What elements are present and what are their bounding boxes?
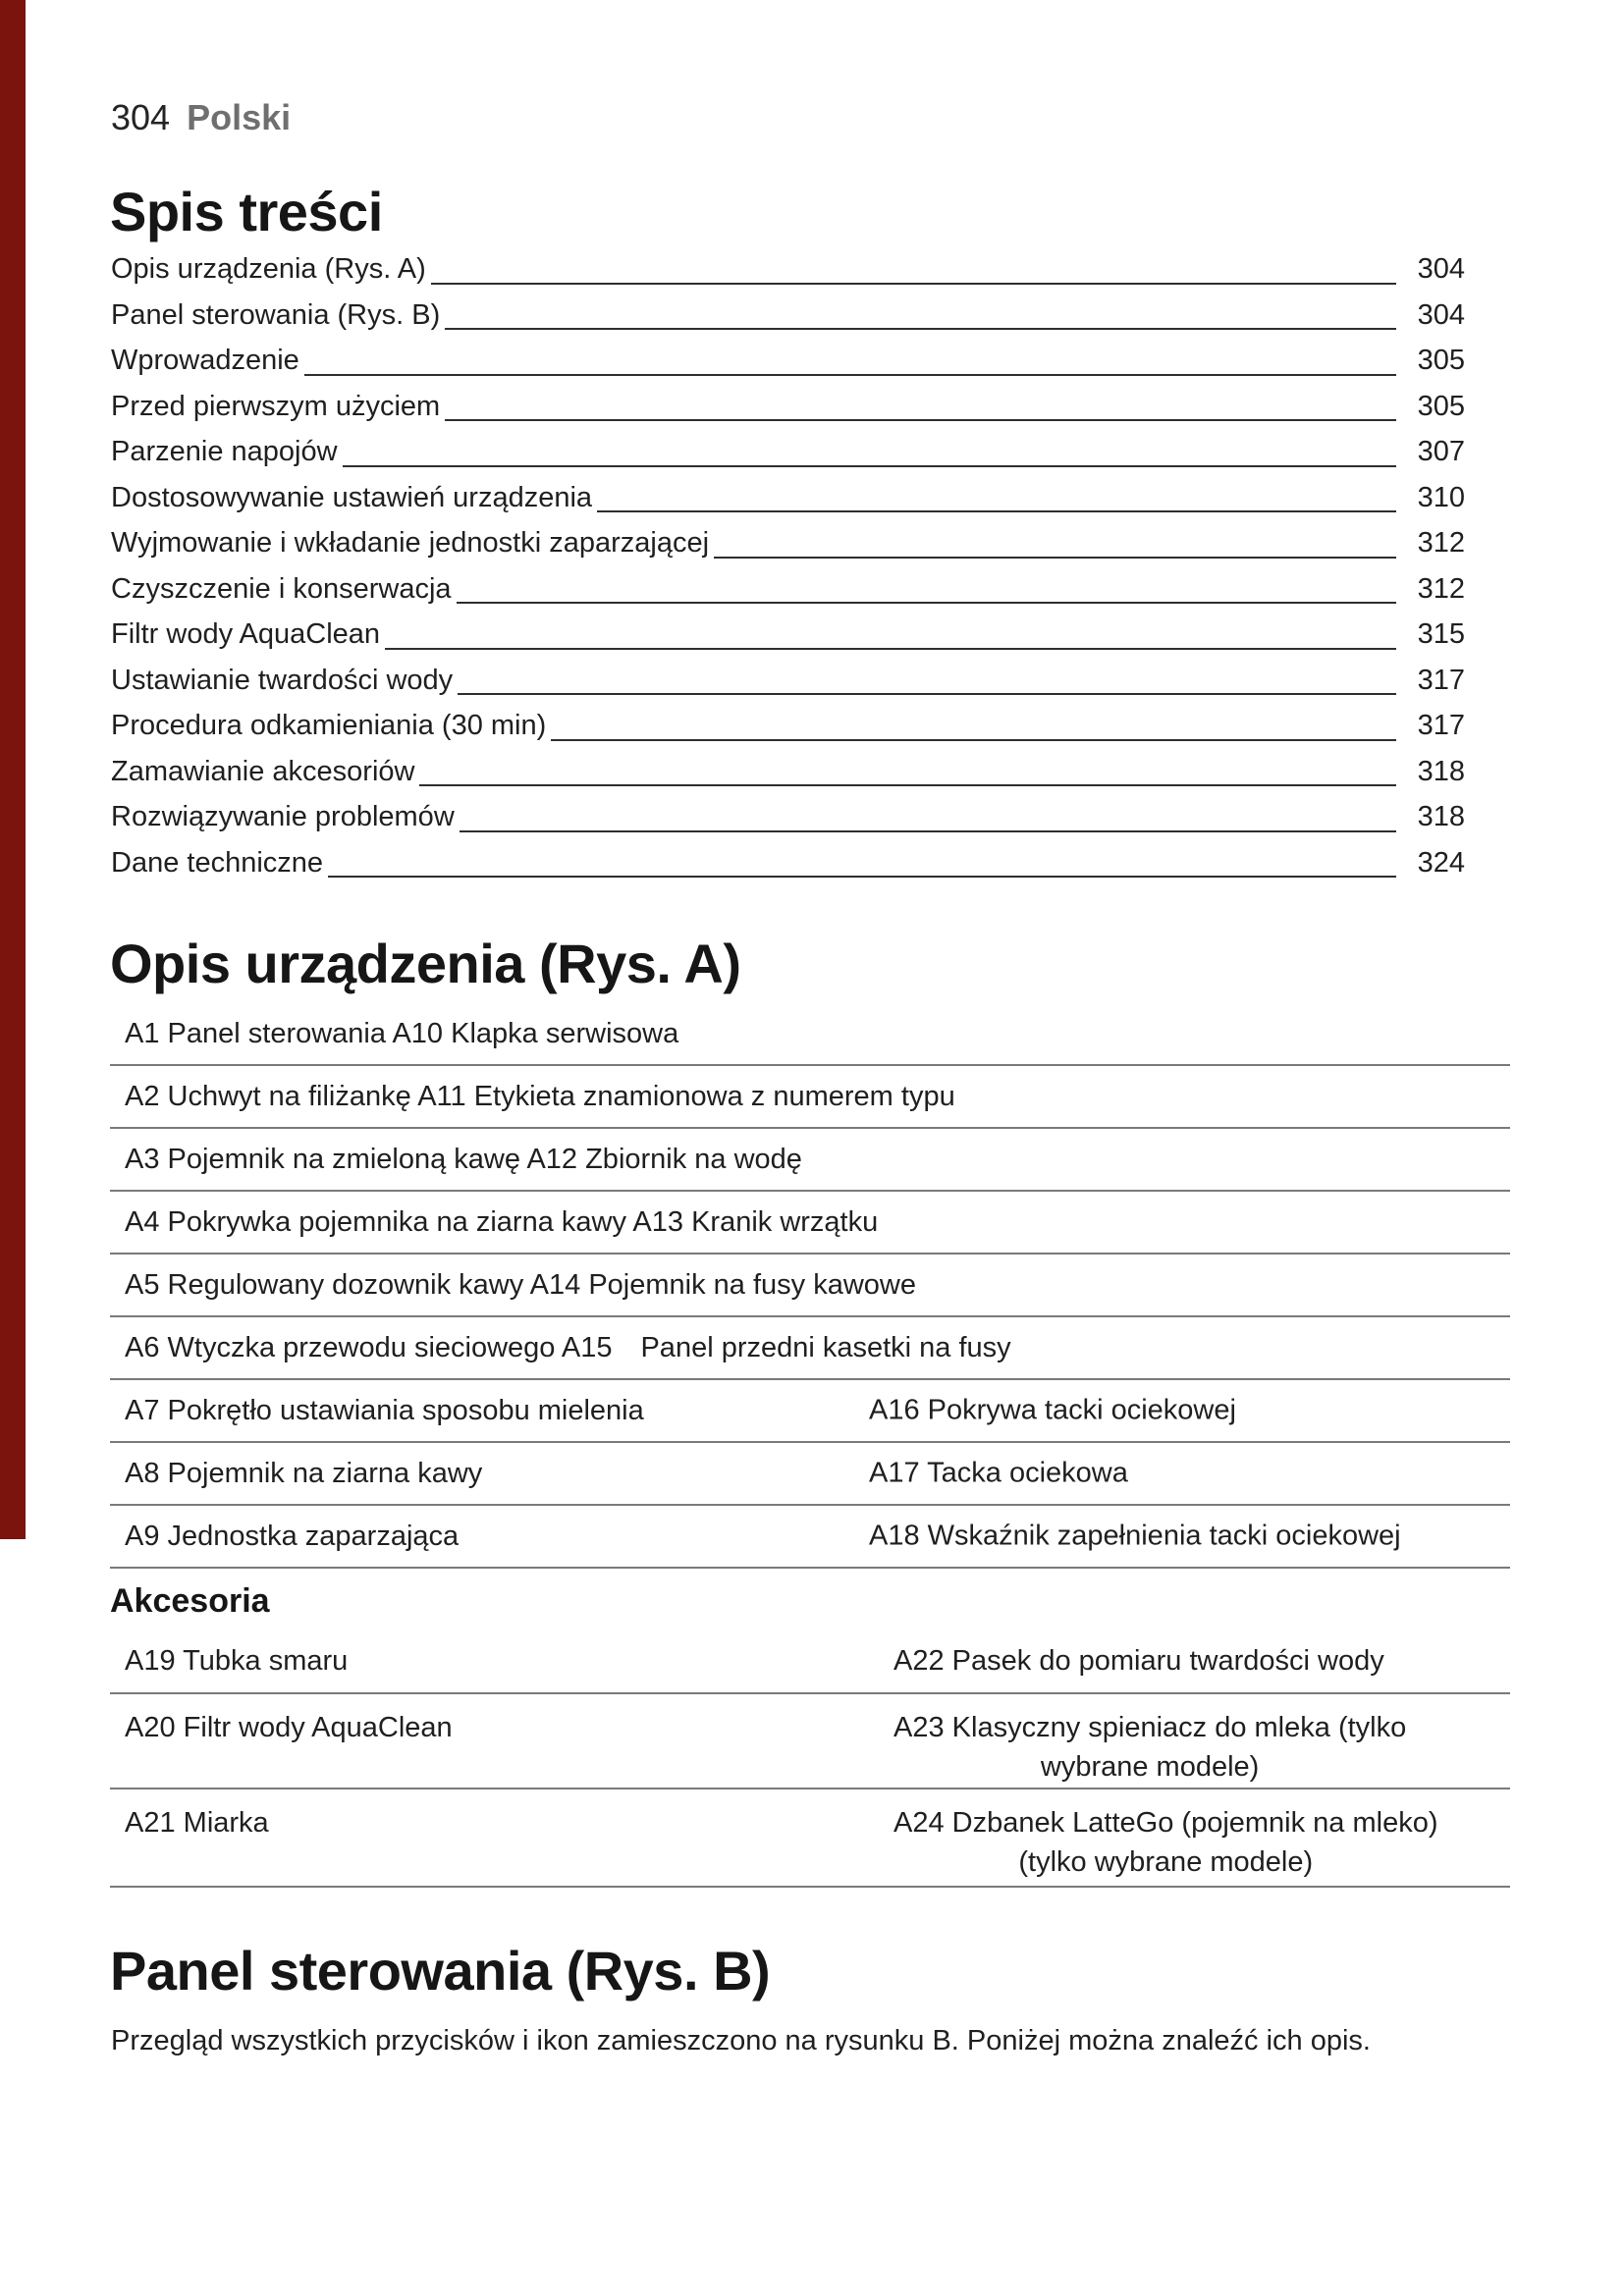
- toc-leader-line: [709, 520, 1406, 566]
- toc-title: Spis treści: [110, 181, 383, 242]
- toc-entry-page: 304: [1417, 253, 1465, 285]
- table-row: [110, 1628, 1510, 1694]
- device-section-title: Opis urządzenia (Rys. A): [110, 933, 741, 994]
- panel-paragraph: Przegląd wszystkich przycisków i ikon zamieszczono na rysunku B. Poniżej można znaleźć ich opis.: [111, 2025, 1371, 2056]
- toc-entry: [111, 658, 1465, 704]
- accessory-label-left: A19 Tubka smaru: [125, 1645, 349, 1677]
- part-label: A1 Panel sterowania A10 Klapka serwisowa: [125, 1017, 679, 1049]
- toc-entry-label: Dane techniczne: [111, 846, 324, 879]
- toc-list: [111, 246, 1465, 885]
- table-row: [110, 1129, 1510, 1192]
- toc-leader-line: [426, 246, 1406, 293]
- toc-entry: [111, 384, 1465, 430]
- accessory-right-line1: A24 Dzbanek LatteGo (pojemnik na mleko): [893, 1807, 1438, 1839]
- accessory-label-right: [893, 1708, 1406, 1787]
- toc-entry-page: 305: [1417, 390, 1465, 422]
- toc-entry-label: Procedura odkamieniania (30 min): [111, 710, 547, 741]
- toc-leader-line: [592, 475, 1406, 521]
- toc-leader-line: [453, 658, 1406, 704]
- toc-entry-label: Dostosowywanie ustawień urządzenia: [111, 481, 593, 513]
- toc-entry-page: 310: [1417, 481, 1465, 513]
- toc-entry: [111, 429, 1465, 475]
- toc-entry-label: Filtr wody AquaClean: [111, 618, 381, 650]
- part-label: A4 Pokrywka pojemnika na ziarna kawy A13 Kranik wrzątku: [125, 1205, 879, 1238]
- toc-entry: [111, 703, 1465, 749]
- toc-entry-page: 317: [1417, 664, 1465, 696]
- accessory-right-line2: (tylko wybrane modele): [1018, 1846, 1314, 1878]
- toc-leader-line: [414, 749, 1406, 795]
- accessory-label-left: A21 Miarka: [125, 1807, 269, 1839]
- toc-entry-page: 305: [1417, 345, 1465, 376]
- part-label: A3 Pojemnik na zmieloną kawę A12 Zbiornik na wodę: [125, 1143, 802, 1175]
- toc-entry: [111, 246, 1465, 293]
- toc-entry: [111, 520, 1465, 566]
- page-header: [111, 98, 291, 137]
- toc-entry-page: 312: [1417, 527, 1465, 559]
- toc-leader-line: [338, 429, 1406, 475]
- accessories-title: Akcesoria: [110, 1582, 270, 1620]
- toc-entry-page: 317: [1417, 710, 1465, 741]
- toc-entry-page: 318: [1417, 755, 1465, 787]
- language-tab-bar: [0, 0, 26, 1539]
- accessory-right-line1: A22 Pasek do pomiaru twardości wody: [893, 1645, 1384, 1677]
- page-number: 304: [111, 97, 171, 137]
- toc-leader-line: [440, 293, 1406, 339]
- part-label-right: A16 Pokrywa tacki ociekowej: [869, 1394, 1236, 1426]
- accessory-label-right: [893, 1803, 1438, 1882]
- toc-entry-page: 304: [1417, 298, 1465, 331]
- toc-entry-page: 318: [1417, 801, 1465, 832]
- table-row: [110, 1317, 1510, 1380]
- toc-entry: [111, 840, 1465, 886]
- toc-leader-line: [546, 703, 1406, 749]
- toc-entry: [111, 794, 1465, 840]
- table-row: [110, 1789, 1510, 1888]
- toc-leader-line: [299, 338, 1406, 384]
- part-label-right: A17 Tacka ociekowa: [869, 1457, 1128, 1489]
- toc-entry-label: Wyjmowanie i wkładanie jednostki zaparzającej: [111, 527, 710, 559]
- toc-entry-label: Przed pierwszym użyciem: [111, 390, 441, 422]
- toc-entry-label: Czyszczenie i konserwacja: [111, 572, 452, 605]
- toc-entry-page: 324: [1417, 846, 1465, 879]
- table-row: [110, 1506, 1510, 1569]
- table-row: [110, 1443, 1510, 1506]
- part-label-right: A18 Wskaźnik zapełnienia tacki ociekowej: [869, 1520, 1401, 1552]
- toc-entry: [111, 338, 1465, 384]
- toc-entry-label: Zamawianie akcesoriów: [111, 755, 415, 787]
- toc-entry: [111, 566, 1465, 613]
- toc-entry-label: Opis urządzenia (Rys. A): [111, 253, 426, 285]
- device-parts-table: [110, 1003, 1510, 1569]
- panel-section-title: Panel sterowania (Rys. B): [110, 1940, 771, 2002]
- toc-leader-line: [452, 566, 1406, 613]
- table-row: [110, 1003, 1510, 1066]
- accessory-label-left: A20 Filtr wody AquaClean: [125, 1712, 453, 1743]
- accessories-table: [110, 1628, 1510, 1888]
- part-label: A2 Uchwyt na filiżankę A11 Etykieta znamionowa z numerem typu: [125, 1080, 955, 1112]
- toc-entry: [111, 749, 1465, 795]
- language-label: Polski: [187, 97, 292, 137]
- toc-leader-line: [323, 840, 1406, 886]
- toc-entry-page: 312: [1417, 572, 1465, 605]
- table-row: [110, 1066, 1510, 1129]
- toc-leader-line: [380, 612, 1406, 658]
- part-label: A6 Wtyczka przewodu sieciowego A15 Panel przedni kasetki na fusy: [125, 1331, 1011, 1363]
- toc-leader-line: [440, 384, 1406, 430]
- table-row: [110, 1694, 1510, 1789]
- part-label-left: A9 Jednostka zaparzająca: [125, 1520, 460, 1552]
- accessory-right-line2: wybrane modele): [1040, 1751, 1260, 1783]
- table-row: [110, 1380, 1510, 1443]
- table-row: [110, 1192, 1510, 1255]
- accessory-label-right: [893, 1641, 1384, 1681]
- accessory-right-line1: A23 Klasyczny spieniacz do mleka (tylko: [893, 1712, 1407, 1743]
- toc-entry: [111, 612, 1465, 658]
- toc-entry-page: 307: [1417, 436, 1465, 467]
- toc-leader-line: [455, 794, 1406, 840]
- part-label: A5 Regulowany dozownik kawy A14 Pojemnik na fusy kawowe: [125, 1268, 916, 1301]
- toc-entry: [111, 293, 1465, 339]
- toc-entry-label: Panel sterowania (Rys. B): [111, 298, 441, 331]
- table-row: [110, 1255, 1510, 1317]
- toc-entry-label: Wprowadzenie: [111, 345, 299, 376]
- toc-entry-label: Rozwiązywanie problemów: [111, 801, 455, 832]
- toc-entry-page: 315: [1417, 618, 1465, 650]
- part-label-left: A7 Pokrętło ustawiania sposobu mielenia: [125, 1394, 644, 1426]
- part-label-left: A8 Pojemnik na ziarna kawy: [125, 1457, 483, 1489]
- toc-entry-label: Ustawianie twardości wody: [111, 664, 454, 696]
- toc-entry: [111, 475, 1465, 521]
- toc-entry-label: Parzenie napojów: [111, 436, 338, 467]
